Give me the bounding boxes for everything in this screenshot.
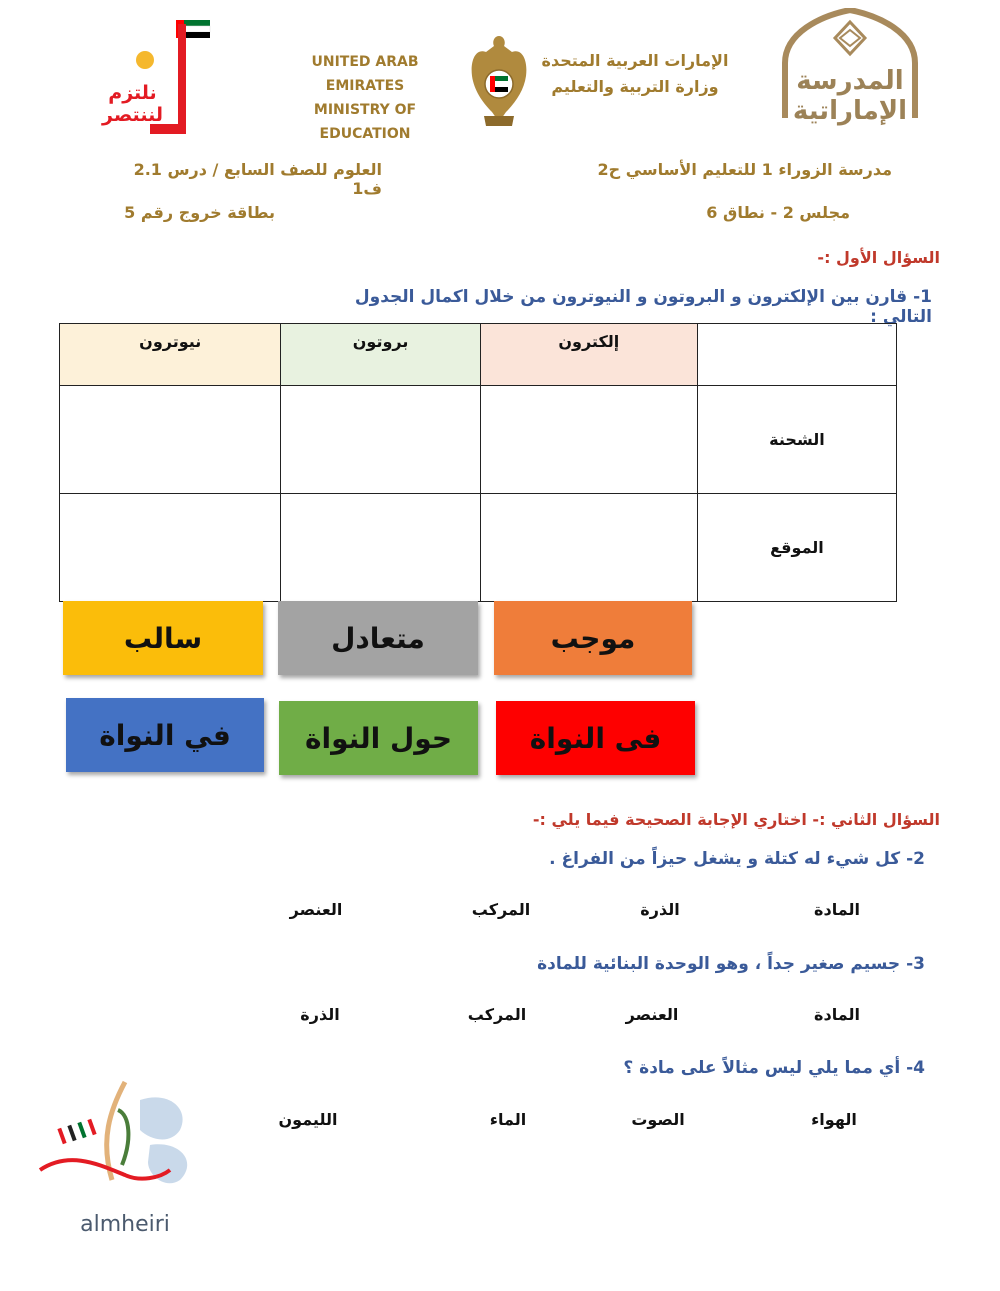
drop-zone-neutron-location[interactable] <box>60 494 281 602</box>
header-electron: إلكترون <box>480 324 697 386</box>
row-label-charge: الشحنة <box>697 386 896 494</box>
commitment-logo <box>80 12 215 137</box>
comparison-table <box>59 323 897 602</box>
card-positive[interactable]: موجب <box>494 601 692 675</box>
drop-zone-proton-location[interactable] <box>281 494 480 602</box>
ministry-ar-line2: وزارة التربية والتعليم <box>551 77 719 96</box>
table-row-charge <box>60 386 897 494</box>
q2-option-2[interactable]: الذرة <box>640 900 680 919</box>
drop-zone-electron-location[interactable] <box>480 494 697 602</box>
almheiri-logo-text: almheiri <box>80 1212 170 1237</box>
emirati-school-logo <box>765 8 935 133</box>
header-neutron: نيوترون <box>60 324 281 386</box>
q4-option-4[interactable]: الليمون <box>278 1110 338 1129</box>
q2-option-1[interactable]: المادة <box>814 900 860 919</box>
commitment-logo-text: نلتزم لننتصر <box>102 82 163 126</box>
card-in-nucleus-blue[interactable]: في النواة <box>66 698 264 772</box>
card-around-nucleus[interactable]: حول النواة <box>279 701 478 775</box>
question-4-text: 4- أي مما يلي ليس مثالاً على مادة ؟ <box>623 1058 925 1078</box>
card-neutral[interactable]: متعادل <box>278 601 478 675</box>
card-in-nucleus-red[interactable]: فى النواة <box>496 701 695 775</box>
q3-option-4[interactable]: الذرة <box>300 1005 340 1024</box>
uae-emblem-icon <box>466 30 532 130</box>
header-empty <box>697 324 896 386</box>
table-row-location <box>60 494 897 602</box>
q2-option-4[interactable]: العنصر <box>289 900 343 919</box>
header-proton: بروتون <box>281 324 480 386</box>
ministry-english-name <box>270 50 460 146</box>
ministry-arabic-name <box>540 48 730 100</box>
ministry-ar-line1: الإمارات العربية المتحدة <box>541 51 729 70</box>
subject-lesson: العلوم للصف السابع / درس 2.1 ف1 <box>133 160 382 198</box>
q3-option-3[interactable]: المركب <box>467 1005 527 1024</box>
exit-card-number: بطاقة خروج رقم 5 <box>124 203 275 222</box>
q2-option-3[interactable]: المركب <box>471 900 531 919</box>
drop-zone-proton-charge[interactable] <box>281 386 480 494</box>
question-two-title: السؤال الثاني :- اختاري الإجابة الصحيحة فيما يلي :- <box>532 810 940 829</box>
q3-option-1[interactable]: المادة <box>814 1005 860 1024</box>
question-one-title: السؤال الأول :- <box>817 248 940 267</box>
ministry-en-line1: UNITED ARAB EMIRATES <box>311 54 419 94</box>
school-name: مدرسة الزوراء 1 للتعليم الأساسي ح2 <box>597 160 892 179</box>
question-one-prompt: 1- قارن بين الإلكترون و البروتون و النيوترون من خلال اكمال الجدول التالي : <box>354 287 932 327</box>
q4-option-3[interactable]: الماء <box>489 1110 527 1129</box>
q4-option-2[interactable]: الصوت <box>631 1110 685 1129</box>
question-3-text: 3- جسيم صغير جداً ، وهو الوحدة البنائية للمادة <box>537 954 925 974</box>
card-negative[interactable]: سالب <box>63 601 263 675</box>
drop-zone-neutron-charge[interactable] <box>60 386 281 494</box>
q3-option-2[interactable]: العنصر <box>625 1005 679 1024</box>
row-label-location: الموقع <box>697 494 896 602</box>
almheiri-logo <box>30 1070 205 1240</box>
drop-zone-electron-charge[interactable] <box>480 386 697 494</box>
table-header-row <box>60 324 897 386</box>
q4-option-1[interactable]: الهواء <box>811 1110 857 1129</box>
school-logo-text: المدرسة الإماراتية <box>792 66 908 126</box>
council-area: مجلس 2 - نطاق 6 <box>706 203 850 222</box>
ministry-en-line2: MINISTRY OF EDUCATION <box>313 102 417 142</box>
question-2-text: 2- كل شيء له كتلة و يشغل حيزاً من الفراغ . <box>549 849 925 869</box>
